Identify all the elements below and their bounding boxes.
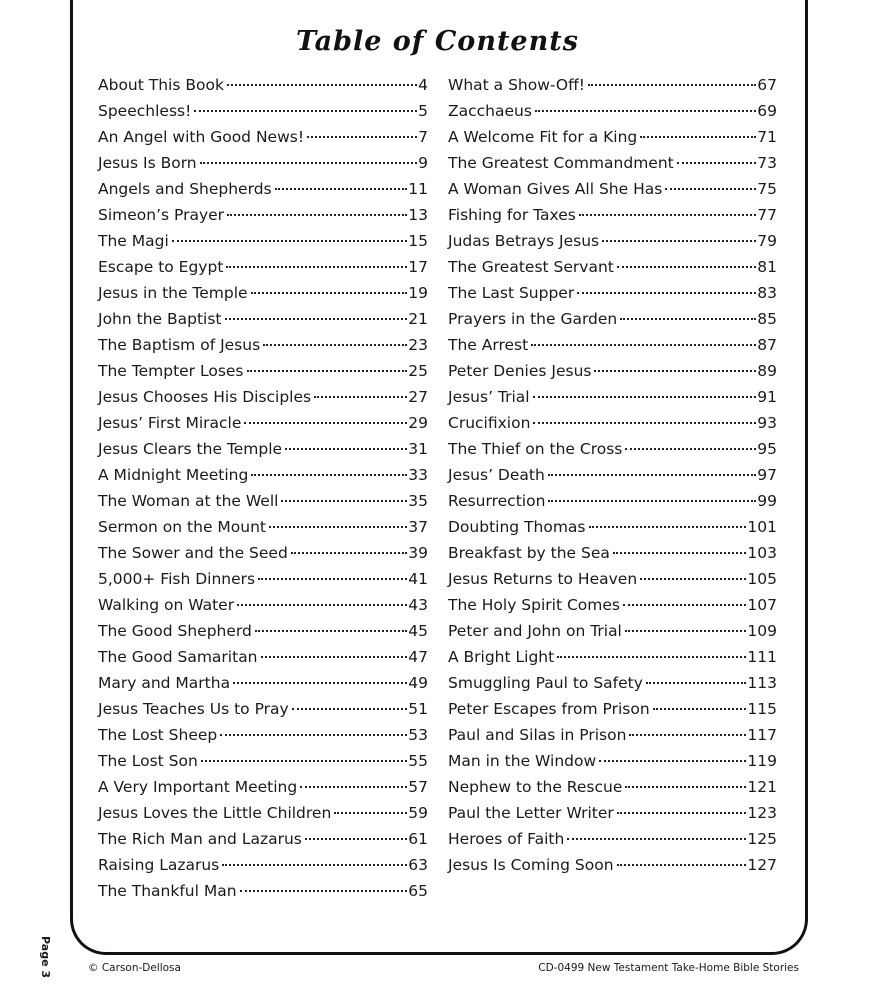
toc-entry-page: 25 — [408, 362, 428, 380]
toc-entry-title: The Rich Man and Lazarus — [98, 830, 302, 848]
toc-entry — [448, 462, 777, 488]
toc-entry-page: 19 — [408, 284, 428, 302]
toc-entry-title: Nephew to the Rescue — [448, 778, 623, 796]
dot-leader — [247, 370, 408, 372]
dot-leader — [535, 110, 756, 112]
toc-entry-page: 115 — [747, 700, 777, 718]
toc-entry-title: Jesus’ Trial — [448, 388, 530, 406]
toc-entry — [98, 410, 428, 436]
dot-leader — [240, 890, 408, 892]
toc-entry — [98, 228, 428, 254]
toc-entry-title: A Welcome Fit for a King — [448, 128, 638, 146]
toc-entry — [448, 228, 777, 254]
toc-entry-page: 51 — [408, 700, 428, 718]
toc-entry — [98, 462, 428, 488]
toc-entry — [98, 176, 428, 202]
dot-leader — [275, 188, 408, 190]
dot-leader — [533, 396, 757, 398]
toc-entry-page: 123 — [747, 804, 777, 822]
toc-entry — [98, 774, 428, 800]
page-title: Table of Contents — [296, 26, 579, 57]
dot-leader — [653, 708, 747, 710]
toc-entry-title: 5,000+ Fish Dinners — [98, 570, 256, 588]
toc-entry-title: Jesus in the Temple — [98, 284, 248, 302]
footer-book-id: CD-0499 New Testament Take-Home Bible Stories — [538, 962, 799, 974]
toc-entry-title: About This Book — [98, 76, 224, 94]
toc-entry-page: 43 — [408, 596, 428, 614]
toc-entry-title: Jesus Clears the Temple — [98, 440, 283, 458]
toc-entry — [448, 722, 777, 748]
toc-entry-page: 95 — [757, 440, 777, 458]
toc-entry-page: 21 — [408, 310, 428, 328]
toc-entry — [98, 618, 428, 644]
toc-entry-title: Jesus Returns to Heaven — [448, 570, 638, 588]
toc-entry-page: 113 — [747, 674, 777, 692]
toc-entry — [98, 436, 428, 462]
toc-entry — [448, 384, 777, 410]
dot-leader — [334, 812, 407, 814]
dot-leader — [172, 240, 407, 242]
dot-leader — [629, 734, 746, 736]
toc-entry — [98, 254, 428, 280]
toc-entry — [448, 514, 777, 540]
toc-entry-title: The Good Samaritan — [98, 648, 258, 666]
dot-leader — [617, 864, 747, 866]
toc-entry — [448, 774, 777, 800]
toc-entry — [448, 124, 777, 150]
dot-leader — [677, 162, 757, 164]
toc-entry-title: A Bright Light — [448, 648, 555, 666]
toc-entry-page: 59 — [408, 804, 428, 822]
toc-entry-title: A Very Important Meeting — [98, 778, 298, 796]
toc-entry-title: The Lost Sheep — [98, 726, 218, 744]
toc-entry-title: Jesus Chooses His Disciples — [98, 388, 312, 406]
toc-entry — [98, 566, 428, 592]
toc-entry-page: 125 — [747, 830, 777, 848]
toc-entry-title: Peter and John on Trial — [448, 622, 622, 640]
toc-entry-title: Resurrection — [448, 492, 546, 510]
dot-leader — [300, 786, 407, 788]
toc-entry — [448, 72, 777, 98]
toc-entry — [98, 748, 428, 774]
toc-entry-page: 77 — [757, 206, 777, 224]
toc-entry — [448, 358, 777, 384]
toc-entry — [448, 852, 777, 878]
toc-entry — [98, 696, 428, 722]
toc-entry-page: 53 — [408, 726, 428, 744]
page-number-label: Page 3 — [39, 936, 52, 979]
toc-entry-title: Mary and Martha — [98, 674, 231, 692]
dot-leader — [220, 734, 407, 736]
toc-entry-page: 85 — [757, 310, 777, 328]
dot-leader — [625, 448, 756, 450]
toc-entry-page: 111 — [747, 648, 777, 666]
toc-entry — [448, 670, 777, 696]
toc-entry — [98, 306, 428, 332]
toc-entry — [98, 332, 428, 358]
toc-entry-page: 23 — [408, 336, 428, 354]
toc-entry — [98, 280, 428, 306]
dot-leader — [577, 292, 756, 294]
toc-entry-page: 63 — [408, 856, 428, 874]
toc-entry — [448, 280, 777, 306]
toc-entry-page: 121 — [747, 778, 777, 796]
dot-leader — [201, 760, 407, 762]
dot-leader — [269, 526, 407, 528]
toc-entry-title: Crucifixion — [448, 414, 531, 432]
toc-entry-title: Paul and Silas in Prison — [448, 726, 627, 744]
toc-entry — [448, 748, 777, 774]
toc-entry-page: 99 — [757, 492, 777, 510]
toc-entry-title: The Tempter Loses — [98, 362, 244, 380]
toc-entry-title: Walking on Water — [98, 596, 235, 614]
dot-leader — [222, 864, 407, 866]
toc-entry — [98, 124, 428, 150]
dot-leader — [263, 344, 407, 346]
toc-entry-title: Man in the Window — [448, 752, 597, 770]
dot-leader — [226, 266, 407, 268]
toc-entry-page: 83 — [757, 284, 777, 302]
toc-entry-title: The Greatest Commandment — [448, 154, 674, 172]
dot-leader — [665, 188, 756, 190]
toc-entry-page: 69 — [757, 102, 777, 120]
toc-entry-page: 109 — [747, 622, 777, 640]
toc-entry — [98, 878, 428, 904]
toc-entry-title: The Arrest — [448, 336, 529, 354]
dot-leader — [194, 110, 417, 112]
toc-entry — [98, 384, 428, 410]
dot-leader — [251, 474, 407, 476]
toc-entry-page: 107 — [747, 596, 777, 614]
toc-entry-page: 5 — [418, 102, 428, 120]
toc-entry-page: 35 — [408, 492, 428, 510]
toc-entry-page: 13 — [408, 206, 428, 224]
toc-entry-title: Angels and Shepherds — [98, 180, 272, 198]
dot-leader — [620, 318, 756, 320]
dot-leader — [261, 656, 408, 658]
dot-leader — [613, 552, 747, 554]
toc-entry — [98, 72, 428, 98]
toc-entry-page: 57 — [408, 778, 428, 796]
toc-entry — [98, 514, 428, 540]
toc-entry-title: Jesus Is Born — [98, 154, 197, 172]
toc-entry — [98, 540, 428, 566]
toc-entry-page: 81 — [757, 258, 777, 276]
dot-leader — [579, 214, 756, 216]
toc-entry-page: 73 — [757, 154, 777, 172]
toc-entry-title: Prayers in the Garden — [448, 310, 618, 328]
toc-entry-page: 127 — [747, 856, 777, 874]
dot-leader — [227, 84, 417, 86]
toc-entry-page: 47 — [408, 648, 428, 666]
toc-entry — [98, 670, 428, 696]
dot-leader — [617, 266, 756, 268]
dot-leader — [281, 500, 407, 502]
dot-leader — [640, 578, 746, 580]
toc-entry-page: 105 — [747, 570, 777, 588]
toc-entry-title: The Magi — [98, 232, 169, 250]
toc-entry — [448, 410, 777, 436]
toc-column-left — [98, 72, 428, 904]
toc-entry-title: What a Show-Off! — [448, 76, 586, 94]
dot-leader — [625, 630, 747, 632]
toc-entry — [448, 488, 777, 514]
dot-leader — [255, 630, 407, 632]
toc-entry-page: 65 — [408, 882, 428, 900]
dot-leader — [285, 448, 407, 450]
toc-entry — [448, 592, 777, 618]
toc-entry-page: 93 — [757, 414, 777, 432]
toc-entry — [448, 566, 777, 592]
toc-entry — [448, 98, 777, 124]
toc-entry — [448, 254, 777, 280]
toc-entry-page: 91 — [757, 388, 777, 406]
toc-entry-page: 61 — [408, 830, 428, 848]
toc-entry-title: The Last Supper — [448, 284, 575, 302]
dot-leader — [599, 760, 746, 762]
toc-entry — [98, 202, 428, 228]
toc-entry — [98, 722, 428, 748]
toc-entry-title: The Good Shepherd — [98, 622, 252, 640]
toc-entry-page: 117 — [747, 726, 777, 744]
toc-entry-title: Heroes of Faith — [448, 830, 565, 848]
toc-entry — [448, 540, 777, 566]
toc-entry-title: The Holy Spirit Comes — [448, 596, 620, 614]
toc-entry — [98, 800, 428, 826]
toc-entry-page: 15 — [408, 232, 428, 250]
toc-entry-page: 71 — [757, 128, 777, 146]
dot-leader — [567, 838, 746, 840]
toc-entry-title: Doubting Thomas — [448, 518, 586, 536]
toc-entry-title: The Thief on the Cross — [448, 440, 623, 458]
toc-entry-title: Peter Denies Jesus — [448, 362, 592, 380]
toc-entry-page: 33 — [408, 466, 428, 484]
dot-leader — [533, 422, 756, 424]
dot-leader — [646, 682, 746, 684]
toc-entry — [448, 436, 777, 462]
dot-leader — [307, 136, 417, 138]
footer-copyright: © Carson-Dellosa — [88, 962, 181, 974]
toc-entry-page: 45 — [408, 622, 428, 640]
toc-entry-page: 89 — [757, 362, 777, 380]
toc-entry — [448, 202, 777, 228]
toc-entry-page: 55 — [408, 752, 428, 770]
toc-entry-title: The Baptism of Jesus — [98, 336, 261, 354]
dot-leader — [548, 500, 756, 502]
toc-entry — [98, 98, 428, 124]
dot-leader — [251, 292, 408, 294]
toc-entry-page: 87 — [757, 336, 777, 354]
toc-entry-page: 9 — [418, 154, 428, 172]
toc-entry-page: 27 — [408, 388, 428, 406]
toc-entry-title: Jesus Loves the Little Children — [98, 804, 332, 822]
toc-entry — [448, 800, 777, 826]
toc-entry — [448, 306, 777, 332]
toc-entry — [448, 332, 777, 358]
toc-entry — [98, 150, 428, 176]
dot-leader — [291, 552, 407, 554]
toc-entry-page: 101 — [747, 518, 777, 536]
toc-entry-title: The Greatest Servant — [448, 258, 614, 276]
toc-entry — [98, 644, 428, 670]
dot-leader — [589, 526, 747, 528]
dot-leader — [617, 812, 747, 814]
toc-entry-title: Judas Betrays Jesus — [448, 232, 600, 250]
toc-entry-title: Jesus Teaches Us to Pray — [98, 700, 289, 718]
toc-entry — [98, 826, 428, 852]
toc-entry-title: Zacchaeus — [448, 102, 532, 120]
dot-leader — [548, 474, 756, 476]
toc-entry-title: The Lost Son — [98, 752, 198, 770]
toc-entry-page: 39 — [408, 544, 428, 562]
toc-entry-title: Jesus’ First Miracle — [98, 414, 242, 432]
toc-entry-page: 31 — [408, 440, 428, 458]
dot-leader — [594, 370, 756, 372]
dot-leader — [200, 162, 418, 164]
toc-entry — [448, 176, 777, 202]
toc-entry-title: Speechless! — [98, 102, 192, 120]
toc-entry-title: Smuggling Paul to Safety — [448, 674, 643, 692]
toc-entry — [448, 644, 777, 670]
toc-entry — [448, 150, 777, 176]
dot-leader — [292, 708, 408, 710]
toc-entry — [448, 826, 777, 852]
toc-entry-page: 67 — [757, 76, 777, 94]
toc-entry-page: 7 — [418, 128, 428, 146]
dot-leader — [625, 786, 746, 788]
toc-entry-title: Jesus’ Death — [448, 466, 545, 484]
toc-entry-page: 75 — [757, 180, 777, 198]
toc-entry-title: An Angel with Good News! — [98, 128, 305, 146]
toc-column-right — [448, 72, 777, 878]
dot-leader — [623, 604, 746, 606]
dot-leader — [640, 136, 756, 138]
toc-entry-title: The Woman at the Well — [98, 492, 279, 510]
toc-entry-page: 4 — [418, 76, 428, 94]
toc-entry-title: Escape to Egypt — [98, 258, 224, 276]
dot-leader — [237, 604, 407, 606]
toc-entry-title: Sermon on the Mount — [98, 518, 266, 536]
toc-entry — [448, 618, 777, 644]
toc-entry-page: 103 — [747, 544, 777, 562]
toc-entry-page: 29 — [408, 414, 428, 432]
toc-entry-title: John the Baptist — [98, 310, 222, 328]
dot-leader — [305, 838, 407, 840]
toc-entry-page: 11 — [408, 180, 428, 198]
toc-entry-title: Breakfast by the Sea — [448, 544, 610, 562]
toc-entry-title: Paul the Letter Writer — [448, 804, 614, 822]
toc-entry — [448, 696, 777, 722]
toc-entry — [98, 358, 428, 384]
toc-entry-page: 17 — [408, 258, 428, 276]
dot-leader — [557, 656, 746, 658]
toc-entry-title: Fishing for Taxes — [448, 206, 576, 224]
toc-entry-title: The Thankful Man — [98, 882, 237, 900]
toc-entry-page: 49 — [408, 674, 428, 692]
toc-entry — [98, 852, 428, 878]
dot-leader — [588, 84, 756, 86]
toc-entry — [98, 592, 428, 618]
dot-leader — [314, 396, 407, 398]
dot-leader — [233, 682, 407, 684]
dot-leader — [531, 344, 756, 346]
toc-entry-title: Jesus Is Coming Soon — [448, 856, 614, 874]
toc-entry-title: A Woman Gives All She Has — [448, 180, 663, 198]
toc-entry-title: Simeon’s Prayer — [98, 206, 225, 224]
toc-entry-title: A Midnight Meeting — [98, 466, 249, 484]
toc-entry-title: The Sower and the Seed — [98, 544, 288, 562]
dot-leader — [227, 214, 407, 216]
dot-leader — [225, 318, 408, 320]
toc-entry-page: 79 — [757, 232, 777, 250]
dot-leader — [602, 240, 756, 242]
toc-entry-title: Raising Lazarus — [98, 856, 220, 874]
dot-leader — [258, 578, 407, 580]
toc-entry-page: 119 — [747, 752, 777, 770]
toc-entry-page: 97 — [757, 466, 777, 484]
toc-entry-page: 41 — [408, 570, 428, 588]
dot-leader — [244, 422, 407, 424]
toc-entry-page: 37 — [408, 518, 428, 536]
toc-entry — [98, 488, 428, 514]
toc-entry-title: Peter Escapes from Prison — [448, 700, 650, 718]
